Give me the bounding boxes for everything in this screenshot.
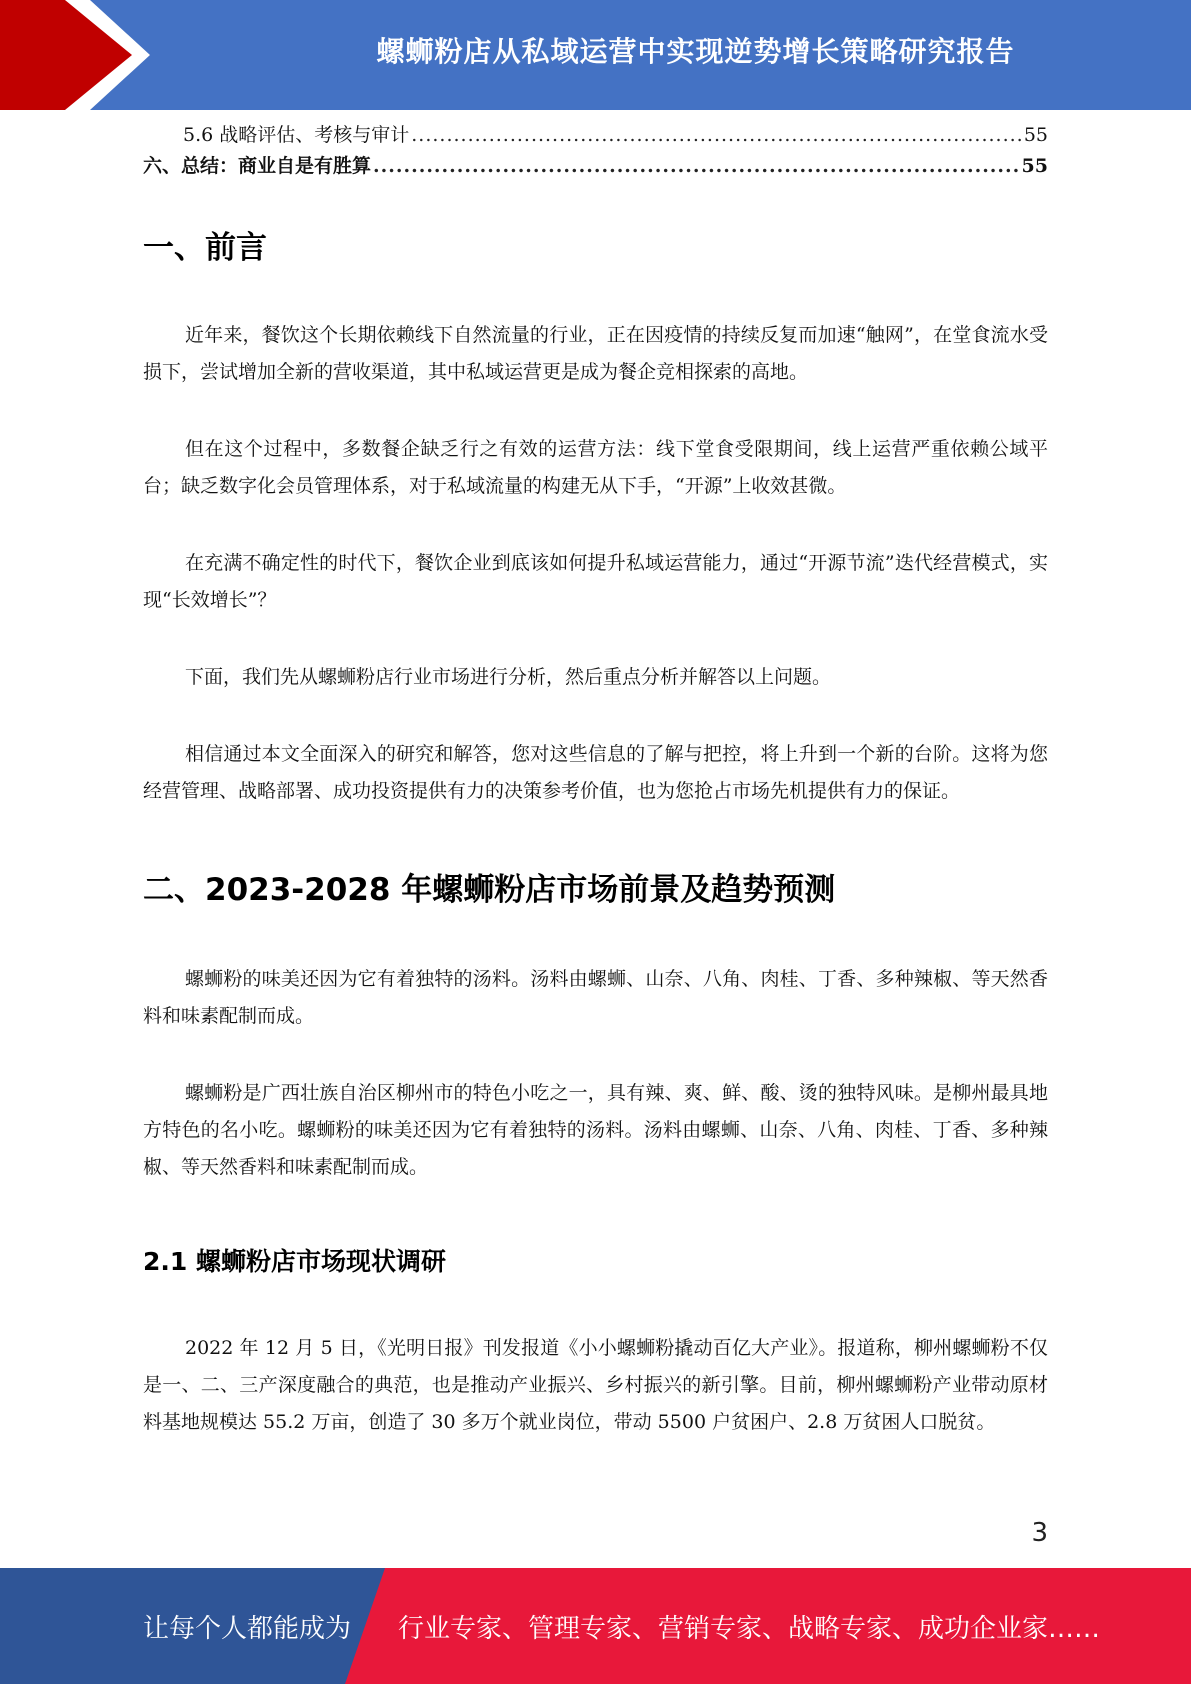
toc-entry-page: 55 [1023,124,1048,146]
paragraph: 螺蛳粉的味美还因为它有着独特的汤料。汤料由螺蛳、山奈、八角、肉桂、丁香、多种辣椒、等天然香料和味素配制而成。 [143,968,1048,1027]
toc-entry-page: 55 [1021,155,1048,177]
page-footer [0,1568,1191,1684]
subsection-heading-survey: 2.1 螺蛳粉店市场现状调研 [143,1247,446,1276]
toc-entry-label: 六、总结：商业自是有胜算 [143,155,372,177]
section-heading-preface: 一、前言 [143,230,267,266]
paragraph: 相信通过本文全面深入的研究和解答，您对这些信息的了解与把控，将上升到一个新的台阶。这将为您经营管理、战略部署、成功投资提供有力的决策参考价值，也为您抢占市场先机提供有力的保证。 [143,743,1048,802]
toc-entry[interactable] [143,151,1048,182]
toc-leader-dots [411,120,1022,151]
toc [143,120,1048,182]
section-heading-forecast: 二、2023-2028 年螺蛳粉店市场前景及趋势预测 [143,872,836,908]
toc-entry-label: 5.6 战略评估、考核与审计 [183,124,410,146]
paragraph: 螺蛳粉是广西壮族自治区柳州市的特色小吃之一，具有辣、爽、鲜、酸、烫的独特风味。是柳州最具地方特色的名小吃。螺蛳粉的味美还因为它有着独特的汤料。汤料由螺蛳、山奈、八角、肉桂、丁香、多种辣椒、等天然香料和味素配制而成。 [143,1082,1048,1178]
toc-entry[interactable] [143,120,1048,151]
paragraph: 下面，我们先从螺蛳粉店行业市场进行分析，然后重点分析并解答以上问题。 [185,666,832,688]
paragraph: 但在这个过程中，多数餐企缺乏行之有效的运营方法：线下堂食受限期间，线上运营严重依赖公域平台；缺乏数字化会员管理体系，对于私域流量的构建无从下手，“开源”上收效甚微。 [143,438,1048,497]
paragraph: 2022 年 12 月 5 日，《光明日报》刊发报道《小小螺蛳粉撬动百亿大产业》。报道称，柳州螺蛳粉不仅是一、二、三产深度融合的典范，也是推动产业振兴、乡村振兴的新引擎。目前，柳州螺蛳粉产业带动原材料基地规模达 55.2 万亩，创造了 30 多万个就业岗位，带动 5500 户贫困户、2.8 万贫困人口脱贫。 [143,1337,1048,1433]
toc-leader-dots [373,151,1020,182]
report-title: 螺蛳粉店从私域运营中实现逆势增长策略研究报告 [376,35,1015,68]
footer-slogan-right: 行业专家、管理专家、营销专家、战略专家、成功企业家…… [398,1613,1101,1644]
page-header [0,0,1191,110]
paragraph: 在充满不确定性的时代下，餐饮企业到底该如何提升私域运营能力，通过“开源节流”迭代经营模式，实现“长效增长”？ [143,552,1048,611]
page-content [143,120,1048,1441]
page-number: 3 [1031,1518,1048,1548]
paragraph: 近年来，餐饮这个长期依赖线下自然流量的行业，正在因疫情的持续反复而加速“触网”，在堂食流水受损下，尝试增加全新的营收渠道，其中私域运营更是成为餐企竞相探索的高地。 [143,324,1048,383]
footer-slogan-left: 让每个人都能成为 [143,1613,352,1644]
